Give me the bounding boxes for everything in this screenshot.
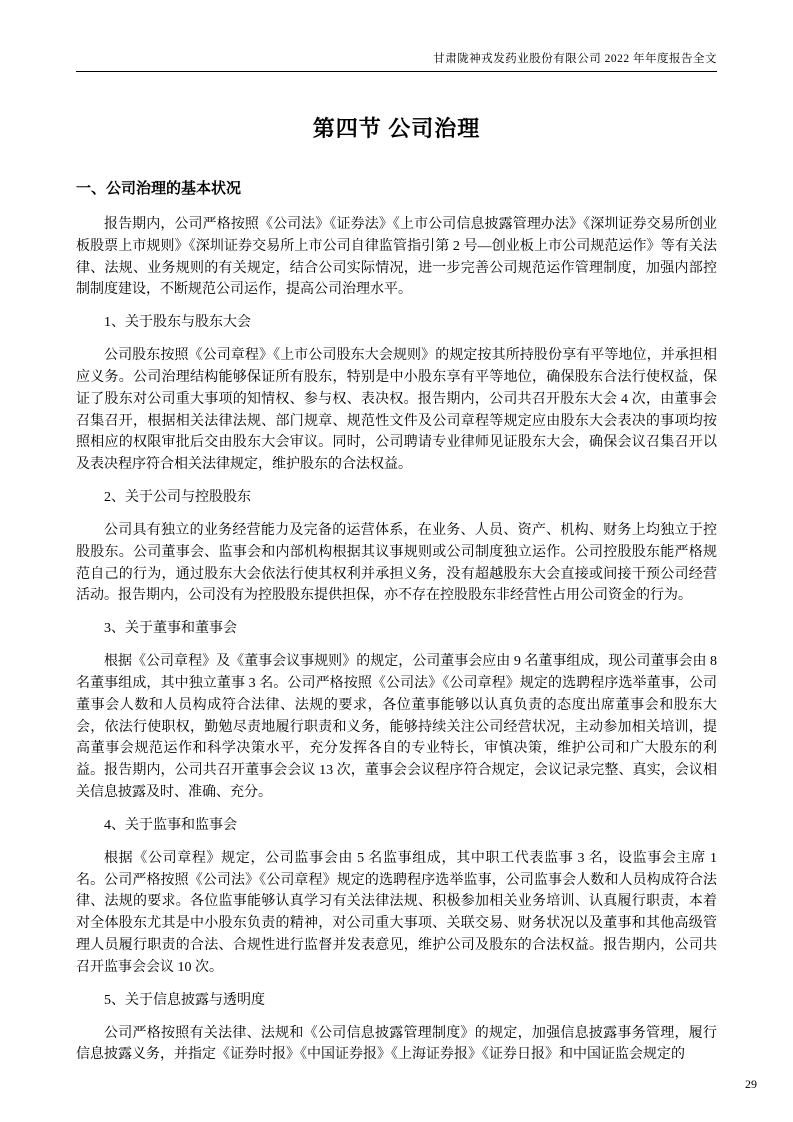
report-header: 甘肃陇神戎发药业股份有限公司 2022 年年度报告全文 (76, 50, 717, 72)
subsection-heading: 3、关于董事和董事会 (104, 621, 237, 637)
paragraph: 公司股东按照《公司章程》《上市公司股东大会规则》的规定按其所持股份享有平等地位，并承担相应义务。公司治理结构能够保证所有股东，特别是中小股东享有平等地位，确保股东合法行使权益，保证了股东对公司重大事项的知情权、参与权、表决权。报告期内，公司共召开股东大会 4 次，由董事会召集召开，根据相关法律法规、部门规章、规范性文件及公司章程等规定应由股东大会表决的事项均按照相应的权限审批后交由股东大会审议。同时，公司聘请专业律师见证股东大会，确保会议召集召开以及表决程序符合相关法律规定，维护股东的合法权益。 (76, 348, 717, 473)
subsection-heading: 4、关于监事和监事会 (104, 817, 237, 833)
paragraph: 根据《公司章程》及《董事会议事规则》的规定，公司董事会应由 9 名董事组成，现公司董事会由 8 名董事组成，其中独立董事 3 名。公司严格按照《公司法》《公司章程》规定的选聘程序选举董事，公司董事会人数和人员构成符合法律、法规的要求，各位董事能够以认真负责的态度出席董事会和股东大会，依法行使职权，勤勉尽责地履行职责和义务，能够持续关注公司经营状况，主动参加相关培训，提高董事会规范运作和科学决策水平，充分发挥各自的专业特长，审慎决策，维护公司和广大股东的利益。报告期内，公司共召开董事会会议 13 次，董事会会议程序符合规定，会议记录完整、真实，会议相关信息披露及时、准确、充分。 (76, 654, 717, 801)
paragraph: 根据《公司章程》规定，公司监事会由 5 名监事组成，其中职工代表监事 3 名，设监事会主席 1 名。公司严格按照《公司法》《公司章程》规定的选聘程序选举监事，公司监事会人数和人员构成符合法律、法规的要求。各位监事能够认真学习有关法律法规、积极参加相关业务培训、认真履行职责，本着对全体股东尤其是中小股东负责的精神，对公司重大事项、关联交易、财务状况以及董事和其他高级管理人员履行职责的合法、合规性进行监督并发表意见，维护公司及股东的合法权益。报告期内，公司共召开监事会会议 10 次。 (76, 850, 717, 975)
paragraph: 公司严格按照有关法律、法规和《公司信息披露管理制度》的规定，加强信息披露事务管理，履行信息披露义务，并指定《证券时报》《中国证券报》《上海证券报》《证券日报》和中国证监会规定的 (76, 1025, 717, 1063)
subsection-heading: 2、关于公司与控股股东 (104, 490, 251, 506)
subsection-heading: 5、关于信息披露与透明度 (104, 992, 265, 1008)
section-heading: 一、公司治理的基本状况 (76, 181, 242, 197)
paragraph: 报告期内，公司严格按照《公司法》《证券法》《上市公司信息披露管理办法》《深圳证券交易所创业板股票上市规则》《深圳证券交易所上市公司自律监管指引第 2 号—创业板上市公司规范运作》等有关法律、法规、业务规则的有关规定，结合公司实际情况，进一步完善公司规范运作管理制度，加强内部控制制度建设，不断规范公司运作，提高公司治理水平。 (76, 217, 717, 298)
page-number: 29 (745, 1077, 757, 1091)
page-title: 第四节 公司治理 (312, 116, 481, 141)
paragraph: 公司具有独立的业务经营能力及完备的运营体系，在业务、人员、资产、机构、财务上均独立于控股股东。公司董事会、监事会和内部机构根据其议事规则或公司制度独立运作。公司控股股东能严格规范自己的行为，通过股东大会依法行使其权利并承担义务，没有超越股东大会直接或间接干预公司经营活动。报告期内，公司没有为控股股东提供担保，亦不存在控股股东非经营性占用公司资金的行为。 (76, 522, 717, 604)
subsection-heading: 1、关于股东与股东大会 (104, 315, 251, 331)
